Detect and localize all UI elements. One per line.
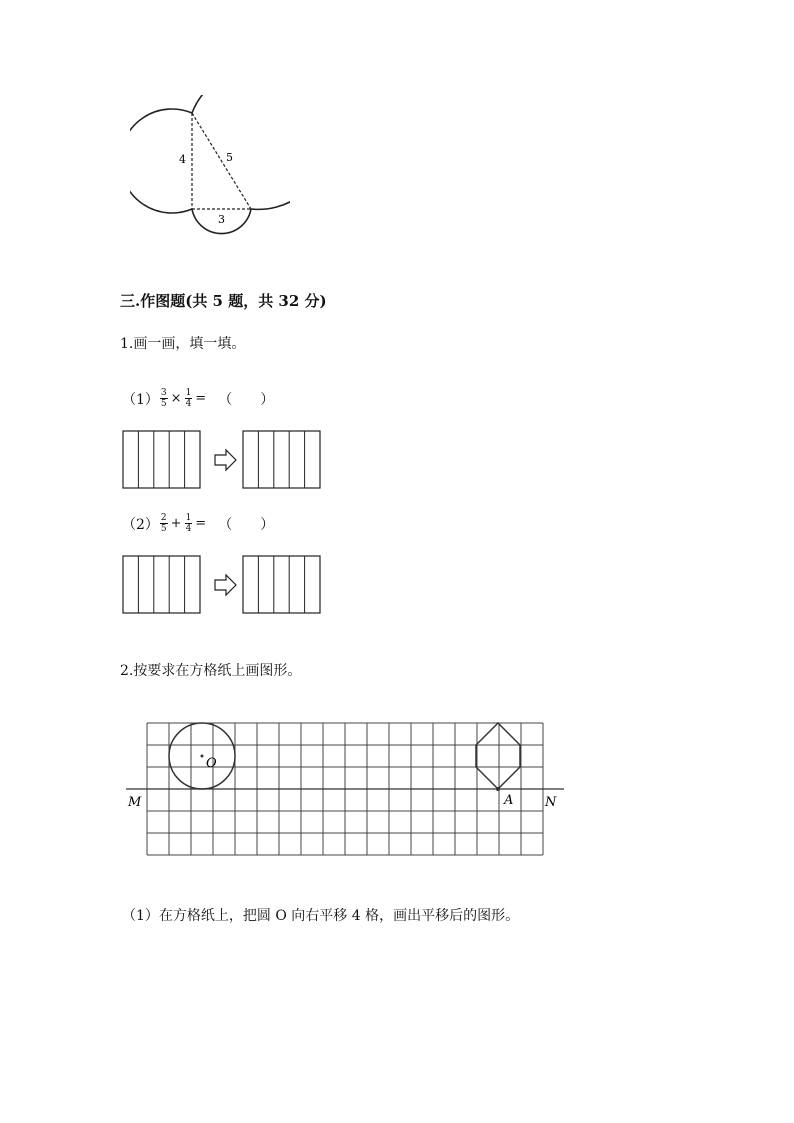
q1-part2-diagram xyxy=(122,555,324,617)
q1-part2-fraction-a xyxy=(160,513,168,534)
q1-part2-answer-blank[interactable]: （ ） xyxy=(218,516,275,533)
fraction-denominator: 4 xyxy=(185,524,192,534)
arrow-right-icon xyxy=(215,450,236,470)
fraction-denominator: 4 xyxy=(185,399,192,409)
q1-part1-equals: = xyxy=(195,391,207,406)
q1-part2-equation xyxy=(122,513,274,534)
q1-title: 1.画一画，填一填。 xyxy=(120,336,246,352)
label-side-5: 5 xyxy=(226,151,233,164)
label-n: N xyxy=(545,795,557,810)
hexagon-shape xyxy=(476,723,520,789)
label-a: A xyxy=(504,793,514,808)
side-5-line xyxy=(192,113,251,209)
fraction-denominator: 5 xyxy=(160,524,167,534)
label-m: M xyxy=(128,795,142,810)
q1-part1-diagram xyxy=(122,430,324,492)
large-circle-arc xyxy=(192,95,290,209)
fraction-rectangle-right xyxy=(243,556,320,613)
q2-grid-figure xyxy=(126,720,566,860)
q1-part2-label: （2） xyxy=(122,516,159,533)
section-title: 三.作图题(共 5 题，共 32 分) xyxy=(120,292,327,310)
arrow-right-icon xyxy=(215,575,236,595)
q1-part1-operator: × xyxy=(170,391,182,406)
q1-part1-answer-blank[interactable]: （ ） xyxy=(218,391,275,408)
q1-part2-fraction-b xyxy=(185,513,193,534)
fraction-rectangle-right xyxy=(243,431,320,488)
q2-subquestion-1: （1）在方格纸上，把圆 O 向右平移 4 格，画出平移后的图形。 xyxy=(122,908,520,924)
q2-title: 2.按要求在方格纸上画图形。 xyxy=(120,663,302,679)
label-side-4: 4 xyxy=(179,153,186,166)
fraction-numerator: 1 xyxy=(185,513,192,523)
fraction-denominator: 5 xyxy=(160,399,167,409)
circles-triangle-figure xyxy=(130,95,290,250)
label-o: O xyxy=(206,756,217,771)
point-a-dot xyxy=(496,787,500,791)
circle-o-center-dot xyxy=(201,755,204,758)
fraction-numerator: 1 xyxy=(185,388,192,398)
fraction-rectangle-left xyxy=(123,556,200,613)
fraction-numerator: 3 xyxy=(160,388,167,398)
fraction-numerator: 2 xyxy=(160,513,167,523)
q1-part1-fraction-a xyxy=(160,388,168,409)
q1-part1-equation xyxy=(122,388,274,409)
q1-part2-operator: + xyxy=(170,516,182,531)
label-side-3: 3 xyxy=(218,213,225,226)
q1-part1-label: （1） xyxy=(122,391,159,408)
fraction-rectangle-left xyxy=(123,431,200,488)
q1-part2-equals: = xyxy=(195,516,207,531)
q1-part1-fraction-b xyxy=(185,388,193,409)
